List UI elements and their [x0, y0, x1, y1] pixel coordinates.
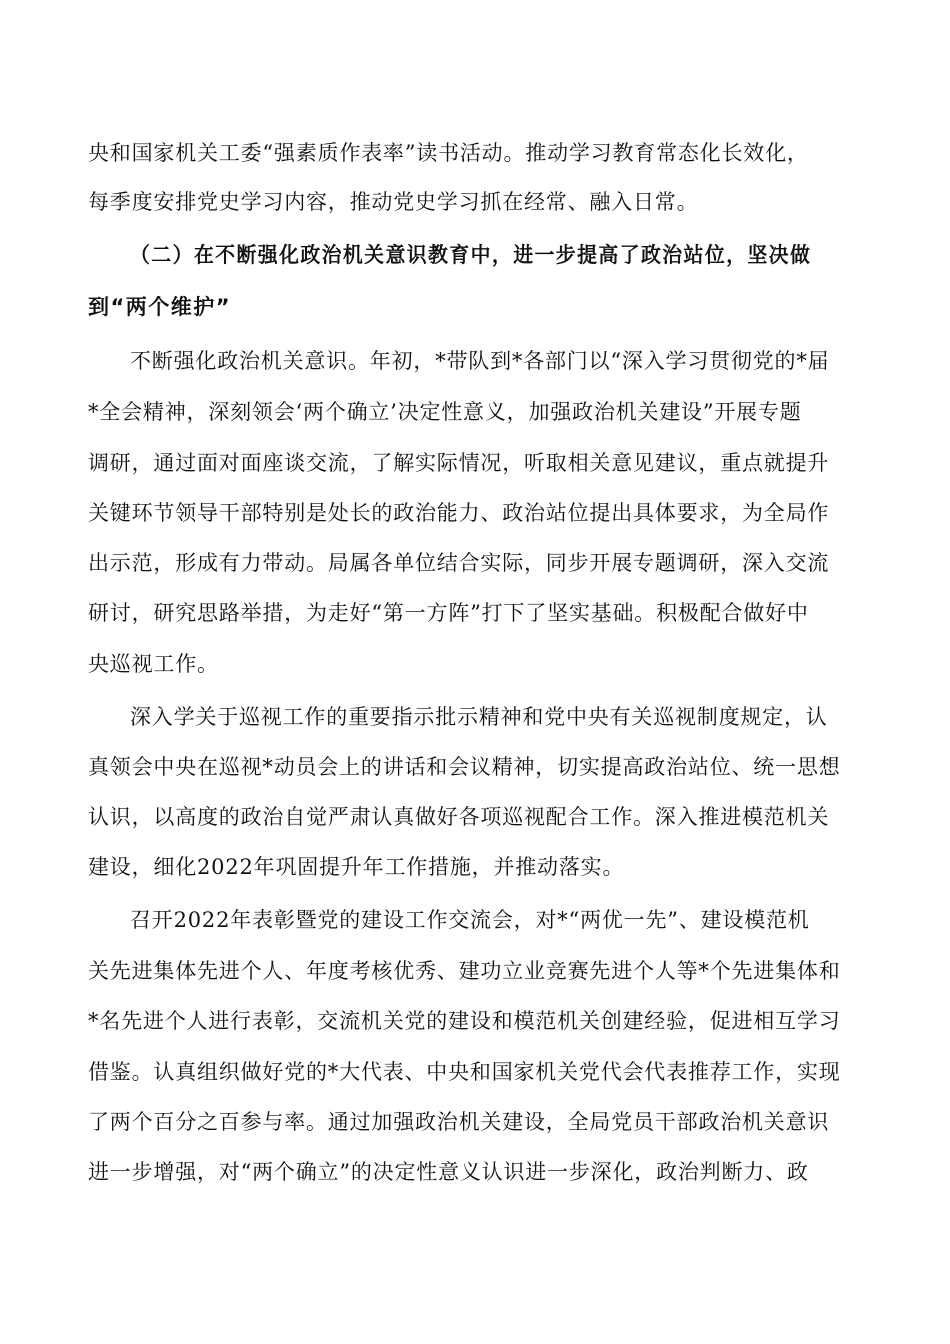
text-line: 研讨，研究思路举措，为走好“第一方阵”打下了坚实基础。积极配合做好中	[88, 601, 809, 625]
text-line: 关先进集体先进个人、年度考核优秀、建功立业竞赛先进个人等*个先进集体和	[88, 959, 841, 983]
text-line: 央巡视工作。	[88, 652, 219, 676]
text-line: 真领会中央在巡视*动员会上的讲话和会议精神，切实提高政治站位、统一思想	[88, 755, 841, 779]
text-line: *全会精神，深刻领会‘两个确立’决定性意义，加强政治机关建设”开展专题	[88, 400, 802, 424]
text-line: 每季度安排党史学习内容，推动党史学习抓在经常、融入日常。	[88, 190, 699, 214]
text-line: 借鉴。认真组织做好党的*大代表、中央和国家机关党代会代表推荐工作，实现	[88, 1060, 841, 1084]
section-heading: 到“两个维护”	[88, 295, 232, 319]
text-line: 调研，通过面对面座谈交流，了解实际情况，听取相关意见建议，重点就提升	[88, 451, 830, 475]
section-heading: （二）在不断强化政治机关意识教育中，进一步提高了政治站位，坚决做	[130, 243, 812, 267]
text-line: 央和国家机关工委“强素质作表率”读书活动。推动学习教育常态化长效化，	[88, 141, 809, 165]
text-line: 认识，以高度的政治自觉严肃认真做好各项巡视配合工作。深入推进模范机关	[88, 805, 830, 829]
text-line: 召开2022年表彰暨党的建设工作交流会，对*“两优一先”、建设模范机	[130, 908, 810, 932]
text-line: 出示范，形成有力带动。局属各单位结合实际，同步开展专题调研，深入交流	[88, 551, 830, 575]
text-line: *名先进个人进行表彰，交流机关党的建设和模范机关创建经验，促进相互学习	[88, 1009, 841, 1033]
text-line: 了两个百分之百参与率。通过加强政治机关建设，全局党员干部政治机关意识	[88, 1110, 830, 1134]
text-line: 建设，细化2022年巩固提升年工作措施，并推动落实。	[88, 855, 625, 879]
text-line: 不断强化政治机关意识。年初，*带队到*各部门以“深入学习贯彻党的*届	[130, 349, 830, 373]
text-line: 进一步增强，对“两个确立”的决定性意义认识进一步深化，政治判断力、政	[88, 1160, 809, 1184]
text-line: 深入学关于巡视工作的重要指示批示精神和党中央有关巡视制度规定，认	[130, 705, 828, 729]
text-line: 关键环节领导干部特别是处长的政治能力、政治站位提出具体要求，为全局作	[88, 501, 830, 525]
